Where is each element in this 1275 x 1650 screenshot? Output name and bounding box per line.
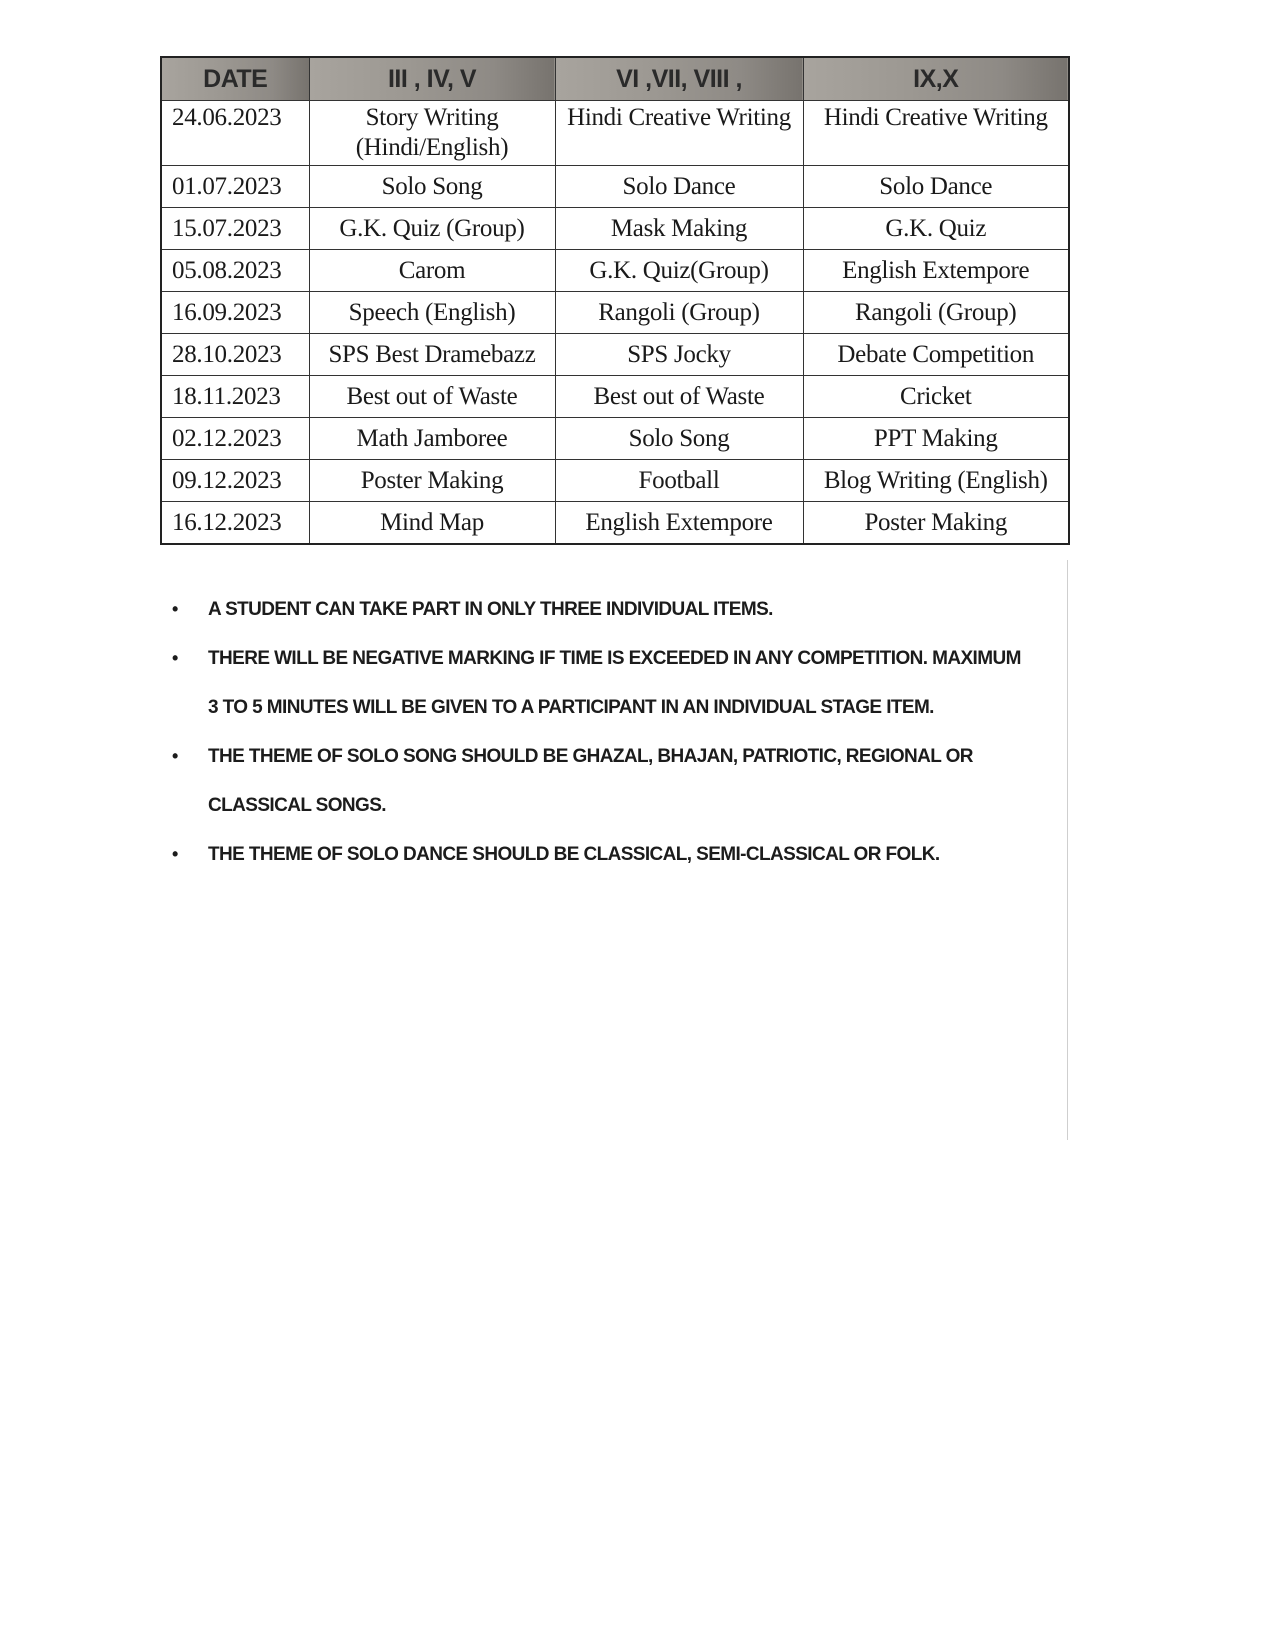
event-cell: Best out of Waste [555,376,803,418]
rule-text: THERE WILL BE NEGATIVE MARKING IF TIME IS EXCEEDED IN ANY COMPETITION. MAXIMUM [208,648,1021,669]
event-cell: Solo Song [555,418,803,460]
rule-item [168,585,1068,634]
event-cell: Math Jamboree [309,418,555,460]
event-cell: Solo Dance [555,166,803,208]
event-cell: G.K. Quiz(Group) [555,250,803,292]
event-cell: Solo Dance [803,166,1069,208]
event-cell: Best out of Waste [309,376,555,418]
event-cell: Blog Writing (English) [803,460,1069,502]
event-cell: SPS Jocky [555,334,803,376]
event-cell: PPT Making [803,418,1069,460]
event-cell: Mind Map [309,502,555,545]
date-cell: 28.10.2023 [161,334,309,376]
event-cell: Hindi Creative Writing [555,101,803,166]
event-cell: Story Writing (Hindi/English) [309,101,555,166]
event-cell: Poster Making [803,502,1069,545]
date-cell: 02.12.2023 [161,418,309,460]
table-row [161,376,1069,418]
event-cell: Rangoli (Group) [555,292,803,334]
date-cell: 16.12.2023 [161,502,309,545]
rule-item [168,634,1068,732]
schedule-table [160,56,1070,545]
event-cell: Solo Song [309,166,555,208]
rule-text: CLASSICAL SONGS. [208,795,386,816]
bullet-icon: • [172,844,178,864]
rule-text: 3 TO 5 MINUTES WILL BE GIVEN TO A PARTICIPANT IN AN INDIVIDUAL STAGE ITEM. [208,697,934,718]
rule-item [168,732,1068,830]
bullet-icon: • [172,648,178,668]
event-cell: Football [555,460,803,502]
bullet-icon: • [172,746,178,766]
table-row [161,502,1069,545]
event-cell: SPS Best Dramebazz [309,334,555,376]
table-row [161,101,1069,166]
competition-schedule [160,56,1068,545]
page-edge-line [1067,560,1068,1140]
table-row [161,250,1069,292]
event-cell: Rangoli (Group) [803,292,1069,334]
event-cell: English Extempore [803,250,1069,292]
rule-text: THE THEME OF SOLO DANCE SHOULD BE CLASSICAL, SEMI-CLASSICAL OR FOLK. [208,844,940,865]
header-row [161,57,1069,101]
table-row [161,292,1069,334]
event-cell: English Extempore [555,502,803,545]
event-cell: Poster Making [309,460,555,502]
bullet-icon: • [172,599,178,619]
header-classes-6-8: VI ,VII, VIII , [555,57,803,101]
header-date: DATE [161,57,309,101]
event-cell: Speech (English) [309,292,555,334]
event-cell: G.K. Quiz [803,208,1069,250]
table-row [161,334,1069,376]
event-cell: Debate Competition [803,334,1069,376]
date-cell: 09.12.2023 [161,460,309,502]
rule-item [168,830,1068,879]
date-cell: 18.11.2023 [161,376,309,418]
date-cell: 15.07.2023 [161,208,309,250]
rule-text: A STUDENT CAN TAKE PART IN ONLY THREE INDIVIDUAL ITEMS. [208,599,773,620]
date-cell: 16.09.2023 [161,292,309,334]
table-row [161,166,1069,208]
table-row [161,208,1069,250]
header-classes-9-10: IX,X [803,57,1069,101]
table-row [161,418,1069,460]
table-row [161,460,1069,502]
event-cell: Mask Making [555,208,803,250]
event-cell: Cricket [803,376,1069,418]
date-cell: 01.07.2023 [161,166,309,208]
header-classes-3-5: III , IV, V [309,57,555,101]
event-cell: Hindi Creative Writing [803,101,1069,166]
rule-text: THE THEME OF SOLO SONG SHOULD BE GHAZAL, BHAJAN, PATRIOTIC, REGIONAL OR [208,746,973,767]
event-cell: G.K. Quiz (Group) [309,208,555,250]
date-cell: 05.08.2023 [161,250,309,292]
rules-list [168,585,1068,879]
date-cell: 24.06.2023 [161,101,309,166]
event-cell: Carom [309,250,555,292]
